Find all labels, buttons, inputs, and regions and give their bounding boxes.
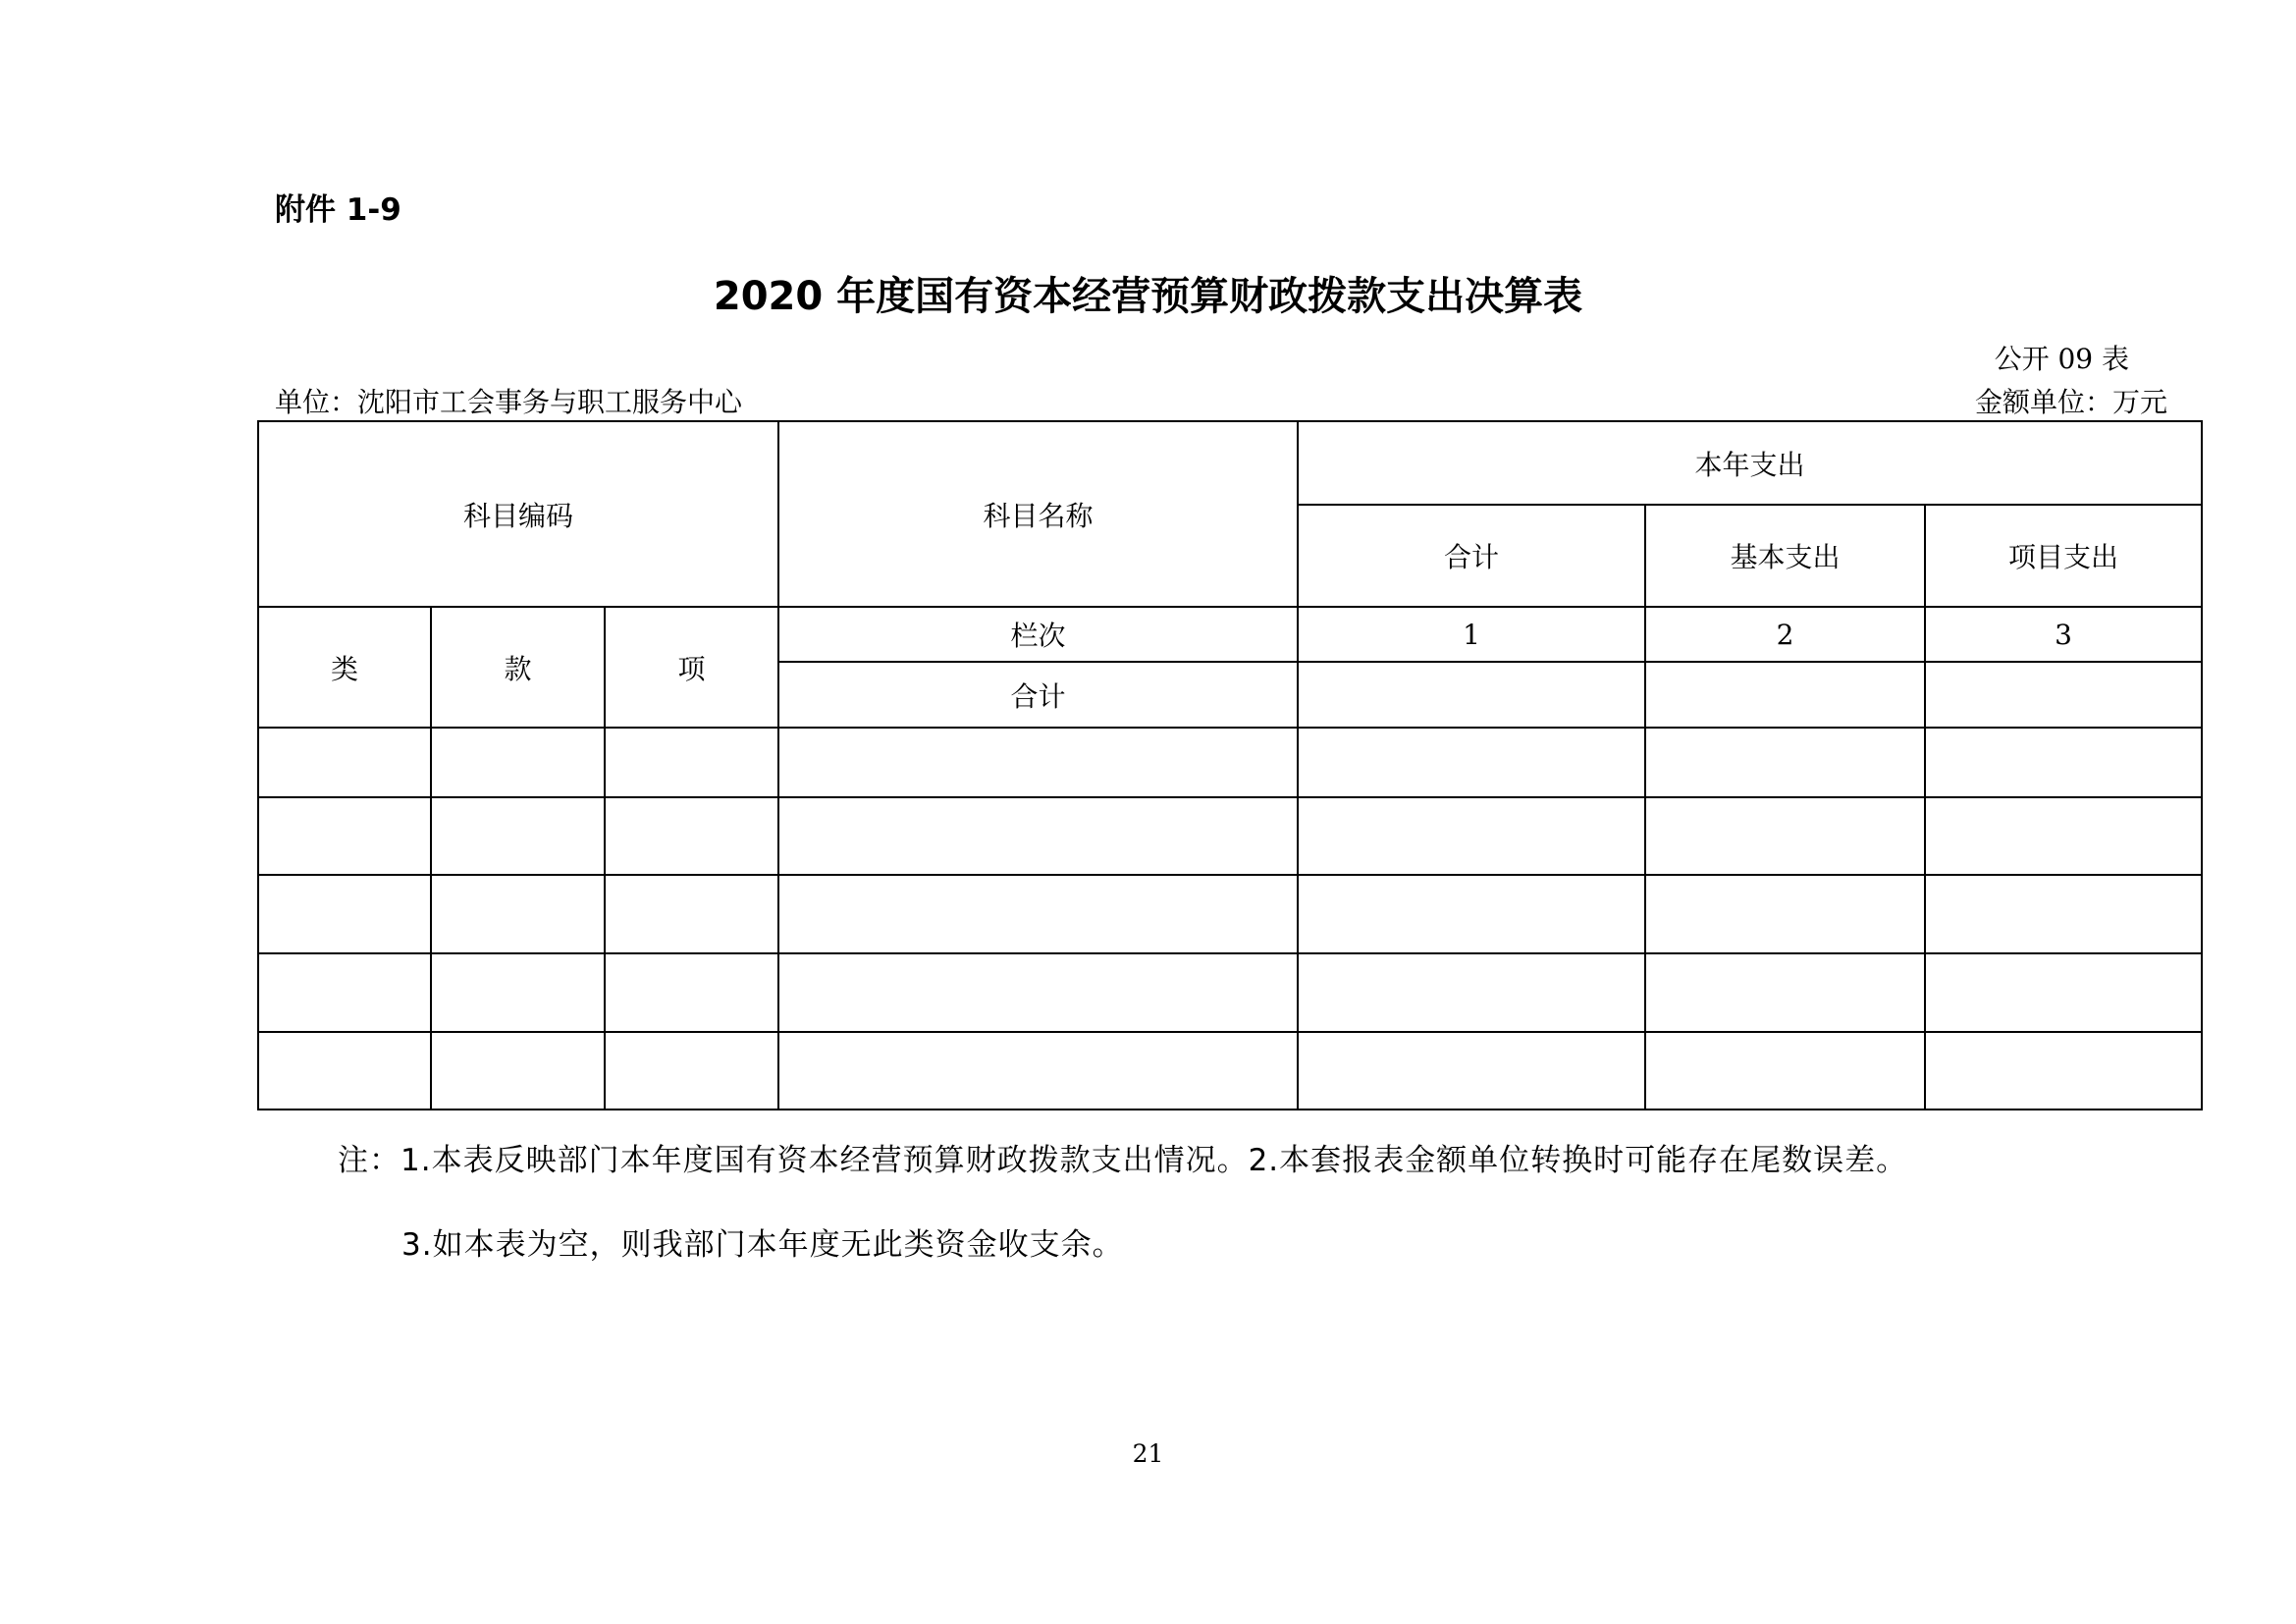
table-row: [258, 1032, 2202, 1110]
note-line-1: 注：1.本表反映部门本年度国有资本经营预算财政拨款支出情况。2.本套报表金额单位转换时可能存在尾数误差。: [338, 1143, 1908, 1178]
table-cell: [1298, 797, 1645, 875]
table-cell: [1645, 1032, 1925, 1110]
subheader-column-order: 栏次: [778, 607, 1298, 662]
page-number: 21: [1132, 1439, 1164, 1468]
table-cell: [431, 1032, 605, 1110]
table-row: [258, 875, 2202, 953]
table-cell: [1645, 953, 1925, 1032]
header-project-expense: 项目支出: [1925, 505, 2202, 607]
table-cell: [605, 875, 778, 953]
table-cell: [431, 728, 605, 797]
table-code: 公开 09 表: [1994, 343, 2129, 375]
sum-project-cell: [1925, 662, 2202, 728]
attachment-label: 附件 1-9: [275, 192, 401, 228]
page-title: 2020 年度国有资本经营预算财政拨款支出决算表: [713, 274, 1583, 319]
unit-label: 单位：沈阳市工会事务与职工服务中心: [275, 386, 743, 418]
table-cell: [431, 953, 605, 1032]
subheader-item: 项: [605, 607, 778, 728]
header-subject-name: 科目名称: [778, 421, 1298, 607]
header-current-year-expense: 本年支出: [1298, 421, 2202, 505]
expense-table: [257, 420, 2203, 1110]
table-cell: [1645, 728, 1925, 797]
table-row: [258, 728, 2202, 797]
table-cell: [1925, 875, 2202, 953]
table-cell: [1298, 953, 1645, 1032]
table-cell: [605, 728, 778, 797]
sum-basic-cell: [1645, 662, 1925, 728]
table-cell: [778, 1032, 1298, 1110]
table-cell: [778, 875, 1298, 953]
table-cell: [258, 953, 431, 1032]
table-cell: [258, 875, 431, 953]
sum-label: 合计: [778, 662, 1298, 728]
currency-unit-label: 金额单位：万元: [1974, 386, 2167, 418]
table-cell: [431, 875, 605, 953]
subheader-col-2: 2: [1645, 607, 1925, 662]
table-cell: [778, 953, 1298, 1032]
note-line-2: 3.如本表为空，则我部门本年度无此类资金收支余。: [401, 1227, 1124, 1263]
table-cell: [1645, 875, 1925, 953]
table-cell: [1298, 728, 1645, 797]
table-cell: [605, 1032, 778, 1110]
subheader-section: 款: [431, 607, 605, 728]
subheader-col-3: 3: [1925, 607, 2202, 662]
table-cell: [605, 797, 778, 875]
table-cell: [1298, 1032, 1645, 1110]
table-cell: [258, 728, 431, 797]
header-total: 合计: [1298, 505, 1645, 607]
table-cell: [431, 797, 605, 875]
table-cell: [778, 728, 1298, 797]
table-cell: [1925, 953, 2202, 1032]
sum-total-cell: [1298, 662, 1645, 728]
table-cell: [1925, 728, 2202, 797]
table-cell: [1925, 797, 2202, 875]
table-cell: [258, 1032, 431, 1110]
subheader-col-1: 1: [1298, 607, 1645, 662]
table-cell: [1298, 875, 1645, 953]
table-cell: [258, 797, 431, 875]
table-cell: [778, 797, 1298, 875]
table-row: [258, 953, 2202, 1032]
table-cell: [1925, 1032, 2202, 1110]
table-row: [258, 797, 2202, 875]
table-cell: [605, 953, 778, 1032]
header-basic-expense: 基本支出: [1645, 505, 1925, 607]
header-subject-code: 科目编码: [258, 421, 778, 607]
table-cell: [1645, 797, 1925, 875]
subheader-category: 类: [258, 607, 431, 728]
